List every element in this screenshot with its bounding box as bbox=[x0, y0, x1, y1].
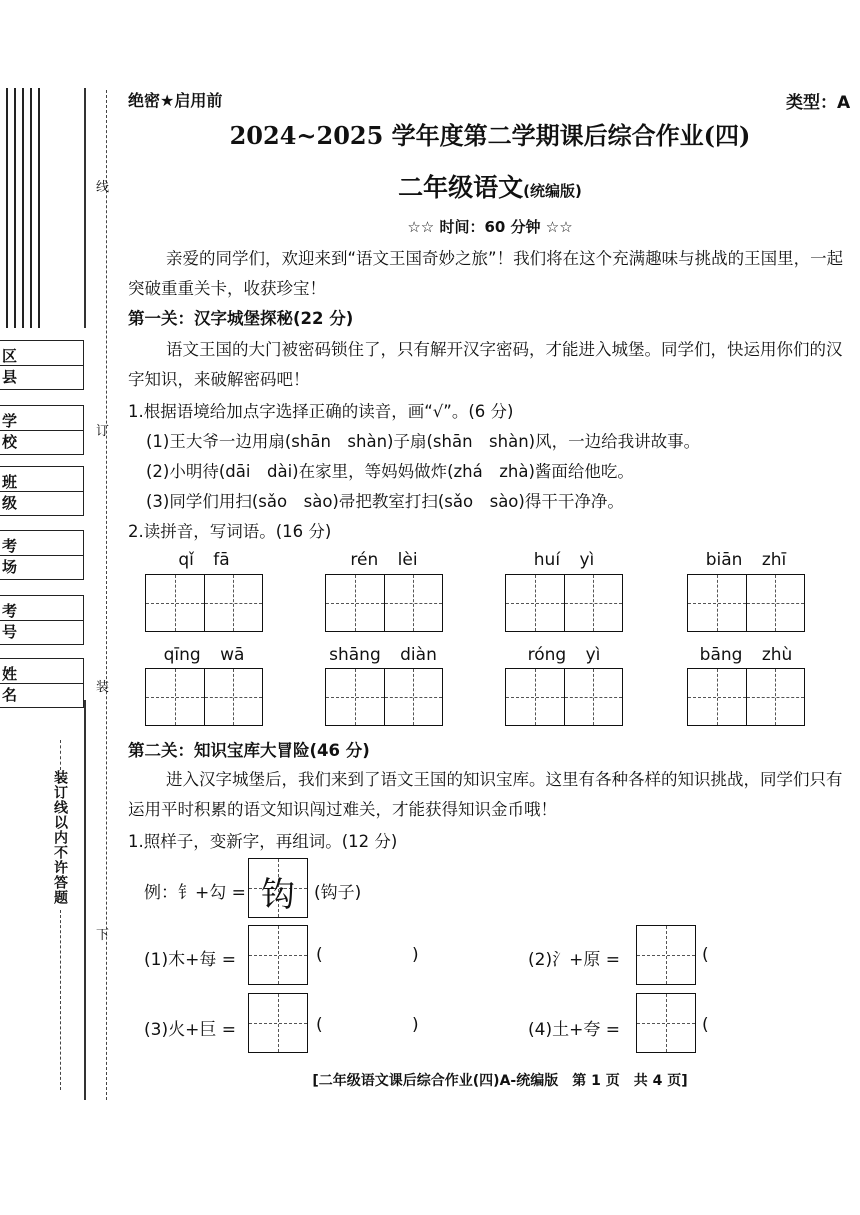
binding-mark-zhuang: 装 bbox=[96, 680, 110, 695]
word-paren-open: ( bbox=[702, 945, 709, 965]
example-formula: 例：钅+勾 = bbox=[144, 883, 246, 903]
secret-label: 绝密★启用前 bbox=[128, 91, 223, 110]
pinyin-label: shāng diàn bbox=[329, 645, 437, 665]
field-class[interactable] bbox=[0, 466, 84, 516]
notice-dash-bottom bbox=[60, 910, 61, 1090]
question-1-1-title: 1.根据语境给加点字选择正确的读音，画“√”。(6 分) bbox=[128, 402, 514, 421]
pinyin-label: biān zhī bbox=[705, 550, 787, 570]
field-label: 区 县 bbox=[2, 347, 61, 386]
page-title: 2024~2025 学年度第二学期课后综合作业(四) bbox=[229, 121, 751, 150]
writing-grid[interactable] bbox=[505, 668, 623, 726]
pinyin-label: qǐ fā bbox=[178, 550, 230, 570]
example-answer-char: 钩 bbox=[261, 875, 295, 915]
section-1-desc: 语文王国的大门被密码锁住了，只有解开汉字密码，才能进入城堡。同学们，快运用你们的汉字知识，来破解密码吧！ bbox=[128, 340, 843, 389]
edition-label: (统编版) bbox=[523, 182, 582, 200]
subject-name: 二年级语文 bbox=[398, 173, 524, 202]
writing-grid[interactable] bbox=[687, 574, 805, 632]
field-label: 学 校 bbox=[2, 412, 61, 451]
section-2-desc: 进入汉字城堡后，我们来到了语文王国的知识宝库。这里有各种各样的知识挑战，同学们只有运用平时积累的语文知识闯过难关，才能获得知识金币哦！ bbox=[128, 770, 843, 819]
section-1-title: 第一关：汉字城堡探秘(22 分) bbox=[128, 309, 354, 328]
pinyin-label: qīng wā bbox=[163, 645, 245, 665]
binding-mark-xia: 下 bbox=[96, 928, 110, 943]
field-school[interactable] bbox=[0, 405, 84, 455]
binding-mark-ding: 订 bbox=[96, 424, 110, 439]
question-2-1-title: 1.照样子，变新字，再组词。(12 分) bbox=[128, 832, 398, 851]
word-paren-open: ( bbox=[316, 1015, 323, 1035]
pinyin-label: huí yì bbox=[533, 550, 595, 570]
binding-notice: 装订线以内不许答题 bbox=[52, 770, 68, 905]
field-room[interactable] bbox=[0, 530, 84, 580]
question-item[interactable]: (2)小明待(dāi dài)在家里，等妈妈做炸(zhá zhà)酱面给他吃。 bbox=[146, 462, 634, 481]
writing-grid[interactable] bbox=[325, 574, 443, 632]
question-item[interactable]: (1)王大爷一边用扇(shān shàn)子扇(shān shàn)风，一边给我讲故事。 bbox=[146, 432, 701, 451]
answer-char-box[interactable] bbox=[248, 993, 308, 1053]
question-item[interactable]: (3)同学们用扫(sǎo sào)帚把教室打扫(sǎo sào)得干干净净。 bbox=[146, 492, 624, 511]
intro-text: 亲爱的同学们，欢迎来到“语文王国奇妙之旅”！我们将在这个充满趣味与挑战的王国里，一起突破重重关卡，收获珍宝！ bbox=[128, 249, 844, 298]
pinyin-label: bāng zhù bbox=[699, 645, 793, 665]
subject-title bbox=[250, 168, 730, 204]
pinyin-label: róng yì bbox=[527, 645, 601, 665]
formula-item: (1)木+每 = bbox=[144, 950, 236, 970]
writing-grid[interactable] bbox=[325, 668, 443, 726]
word-paren-open: ( bbox=[316, 945, 323, 965]
binding-dashed-line bbox=[106, 90, 107, 1100]
example-answer-box bbox=[248, 858, 308, 918]
page-footer: [二年级语文课后综合作业(四)A-统编版 第 1 页 共 4 页] bbox=[312, 1073, 688, 1089]
binding-edge-line bbox=[84, 88, 86, 328]
field-exam-number[interactable] bbox=[0, 595, 84, 645]
writing-grid[interactable] bbox=[505, 574, 623, 632]
binding-edge-line-lower bbox=[84, 700, 86, 1100]
binding-mark-xian: 线 bbox=[96, 180, 110, 195]
field-name[interactable] bbox=[0, 658, 84, 708]
writing-grid[interactable] bbox=[687, 668, 805, 726]
formula-item: (3)火+巨 = bbox=[144, 1020, 236, 1040]
field-label: 姓 名 bbox=[2, 665, 61, 704]
binding-bars bbox=[0, 88, 40, 328]
question-1-2-title: 2.读拼音，写词语。(16 分) bbox=[128, 522, 332, 541]
time-limit: ☆☆ 时间：60 分钟 ☆☆ bbox=[407, 218, 573, 236]
answer-char-box[interactable] bbox=[636, 925, 696, 985]
answer-char-box[interactable] bbox=[636, 993, 696, 1053]
field-label: 班 级 bbox=[2, 473, 61, 512]
field-label: 考 号 bbox=[2, 602, 61, 641]
section-2-title: 第二关：知识宝库大冒险(46 分) bbox=[128, 741, 370, 760]
writing-grid[interactable] bbox=[145, 668, 263, 726]
word-paren-close: ) bbox=[412, 1015, 419, 1035]
answer-char-box[interactable] bbox=[248, 925, 308, 985]
writing-grid[interactable] bbox=[145, 574, 263, 632]
field-district[interactable] bbox=[0, 340, 84, 390]
example-word: (钩子) bbox=[314, 883, 362, 903]
type-label: 类型：A bbox=[786, 93, 851, 113]
field-label: 考 场 bbox=[2, 537, 61, 576]
formula-item: (2)氵+原 = bbox=[528, 950, 620, 970]
word-paren-open: ( bbox=[702, 1015, 709, 1035]
pinyin-label: rén lèi bbox=[350, 550, 418, 570]
word-paren-close: ) bbox=[412, 945, 419, 965]
notice-dash-top bbox=[60, 740, 61, 770]
formula-item: (4)土+夸 = bbox=[528, 1020, 620, 1040]
